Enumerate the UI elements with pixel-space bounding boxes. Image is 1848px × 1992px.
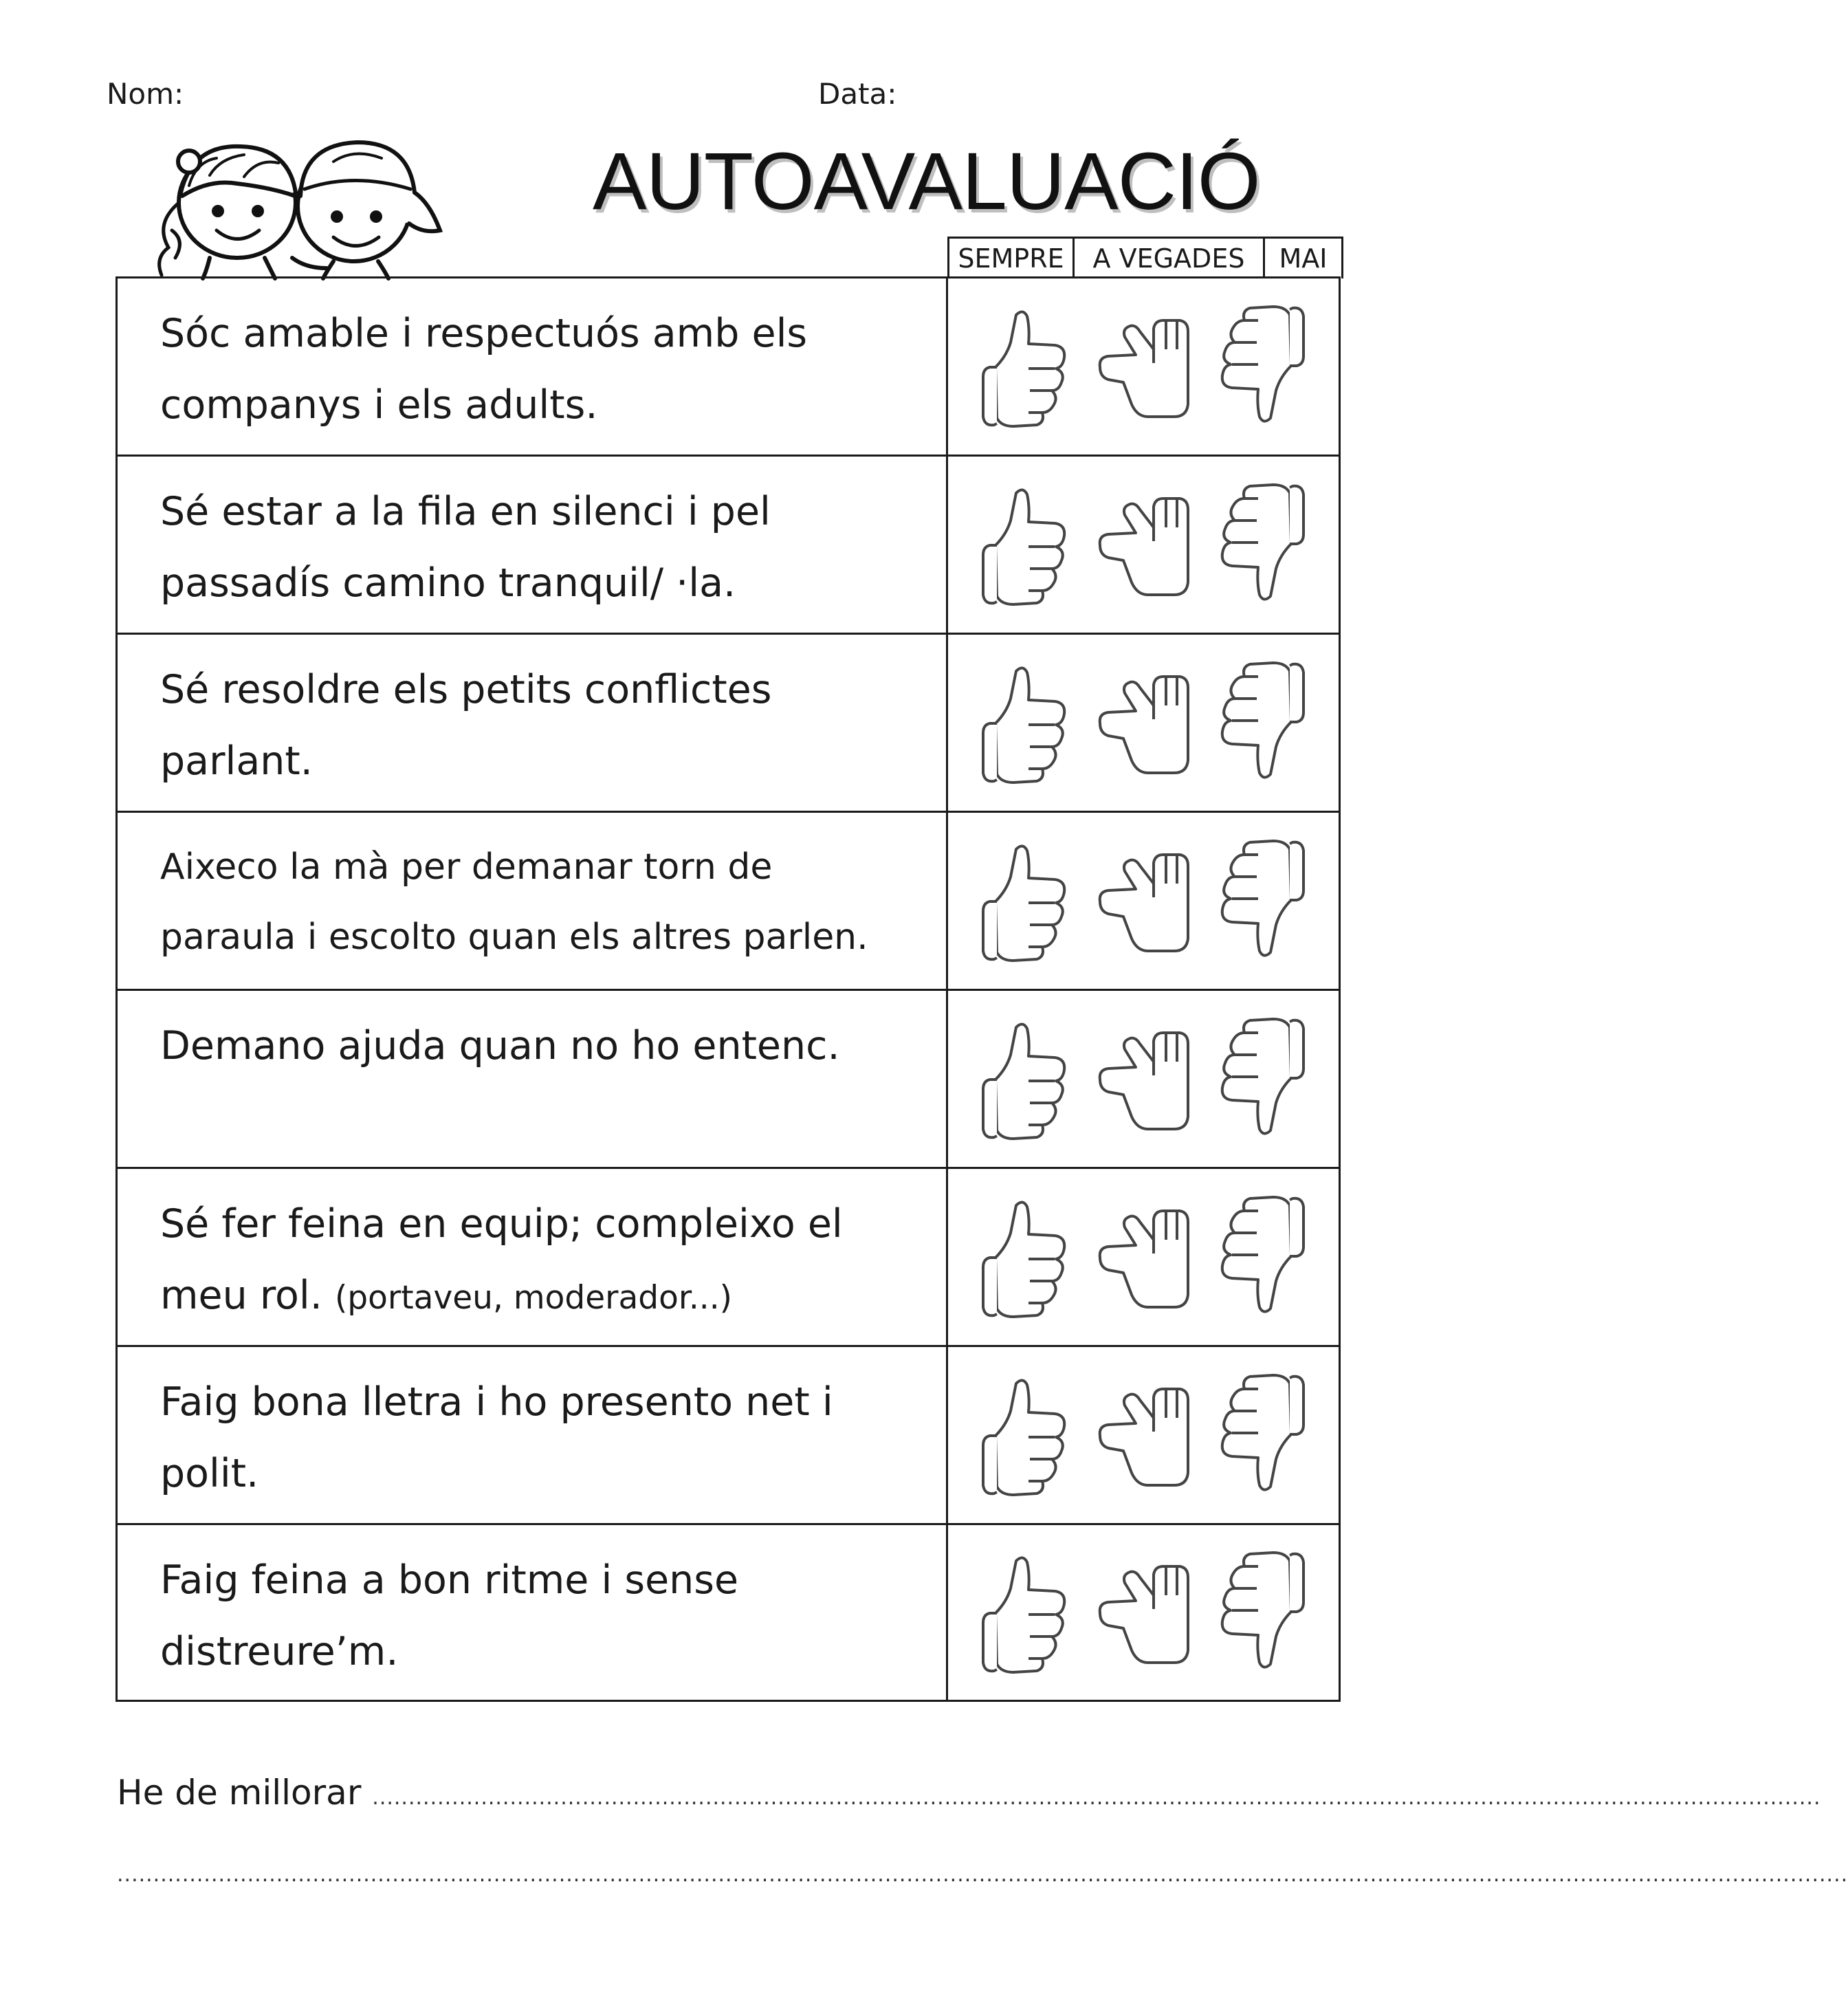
statement-line: [160, 1260, 932, 1334]
rating-options: [948, 813, 1339, 989]
flat-hand-icon[interactable]: [1092, 1014, 1195, 1144]
thumbs-up-icon[interactable]: [974, 657, 1077, 788]
date-label: Data:: [818, 77, 897, 111]
rating-options: [948, 991, 1339, 1167]
statement: [118, 1169, 948, 1345]
name-label: Nom:: [107, 77, 184, 111]
table-row: [118, 991, 1339, 1169]
page-title: AUTOAVALUACIÓ: [593, 136, 1260, 227]
table-row: [118, 1525, 1339, 1700]
statement: [118, 1525, 948, 1700]
statement-line: parlant.: [160, 738, 313, 784]
thumbs-down-icon[interactable]: [1210, 479, 1313, 610]
improve-field[interactable]: [117, 1773, 1821, 1813]
thumbs-down-icon[interactable]: [1210, 1547, 1313, 1678]
statement-line: polit.: [160, 1451, 259, 1496]
answer-line[interactable]: ........................................................................................................................................................................................................: [372, 1786, 1821, 1810]
answer-line-2[interactable]: [117, 1850, 1848, 1890]
table-row: [118, 1169, 1339, 1347]
thumbs-up-icon[interactable]: [974, 1014, 1077, 1144]
statement-line: passadís camino tranquil/ ·la.: [160, 560, 736, 606]
improve-label: He de millorar: [117, 1773, 362, 1813]
self-assessment-table: [116, 276, 1341, 1702]
statement: [118, 635, 948, 811]
kids-illustration: [127, 120, 457, 278]
statement-line: Sé resoldre els petits conflictes: [160, 667, 772, 712]
thumbs-up-icon[interactable]: [974, 1547, 1077, 1678]
statement: [118, 991, 948, 1167]
thumbs-up-icon[interactable]: [974, 835, 1077, 966]
statement: [118, 457, 948, 633]
flat-hand-icon[interactable]: [1092, 1192, 1195, 1322]
flat-hand-icon[interactable]: [1092, 301, 1195, 432]
legend-always: SEMPRE: [949, 239, 1075, 278]
statement-line: distreure’m.: [160, 1629, 399, 1674]
statement-line: Sé estar a la fila en silenci i pel: [160, 489, 771, 534]
table-row: [118, 635, 1339, 813]
flat-hand-icon[interactable]: [1092, 1547, 1195, 1678]
statement: [118, 1347, 948, 1523]
thumbs-up-icon[interactable]: [974, 1192, 1077, 1322]
flat-hand-icon[interactable]: [1092, 835, 1195, 966]
statement-line: Demano ajuda quan no ho entenc.: [160, 1023, 840, 1069]
table-row: [118, 1347, 1339, 1525]
thumbs-down-icon[interactable]: [1210, 1192, 1313, 1322]
statement-line: Faig bona lletra i ho presento net i: [160, 1379, 833, 1425]
rating-options: [948, 635, 1339, 811]
statement-line: Sé fer feina en equip; compleixo el: [160, 1201, 843, 1247]
thumbs-down-icon[interactable]: [1210, 657, 1313, 788]
thumbs-down-icon[interactable]: [1210, 1014, 1313, 1144]
statement-line-extra: (portaveu, moderador...): [334, 1279, 733, 1317]
thumbs-up-icon[interactable]: [974, 479, 1077, 610]
thumbs-down-icon[interactable]: [1210, 301, 1313, 432]
statement-line: Faig feina a bon ritme i sense: [160, 1557, 739, 1603]
thumbs-down-icon[interactable]: [1210, 835, 1313, 966]
statement: [118, 813, 948, 989]
flat-hand-icon[interactable]: [1092, 1370, 1195, 1500]
flat-hand-icon[interactable]: [1092, 479, 1195, 610]
rating-options: [948, 278, 1339, 455]
statement-line: companys i els adults.: [160, 382, 598, 428]
rating-options: [948, 1347, 1339, 1523]
rating-options: [948, 1169, 1339, 1345]
legend-sometimes: A VEGADES: [1075, 239, 1265, 278]
flat-hand-icon[interactable]: [1092, 657, 1195, 788]
rating-legend: [947, 237, 1343, 278]
table-row: [118, 457, 1339, 635]
thumbs-down-icon[interactable]: [1210, 1370, 1313, 1500]
thumbs-up-icon[interactable]: [974, 1370, 1077, 1500]
statement-line: Sóc amable i respectuós amb els: [160, 311, 808, 356]
statement-line: Aixeco la mà per demanar torn de: [160, 846, 773, 888]
answer-line[interactable]: ...............................................................................................................................................................................................................................................: [117, 1863, 1848, 1887]
table-row: [118, 813, 1339, 991]
rating-options: [948, 457, 1339, 633]
table-row: [118, 278, 1339, 457]
statement: [118, 278, 948, 455]
thumbs-up-icon[interactable]: [974, 301, 1077, 432]
statement-line-text: meu rol.: [160, 1273, 335, 1318]
statement-line: paraula i escolto quan els altres parlen.: [160, 917, 868, 958]
rating-options: [948, 1525, 1339, 1700]
legend-never: MAI: [1279, 243, 1328, 274]
